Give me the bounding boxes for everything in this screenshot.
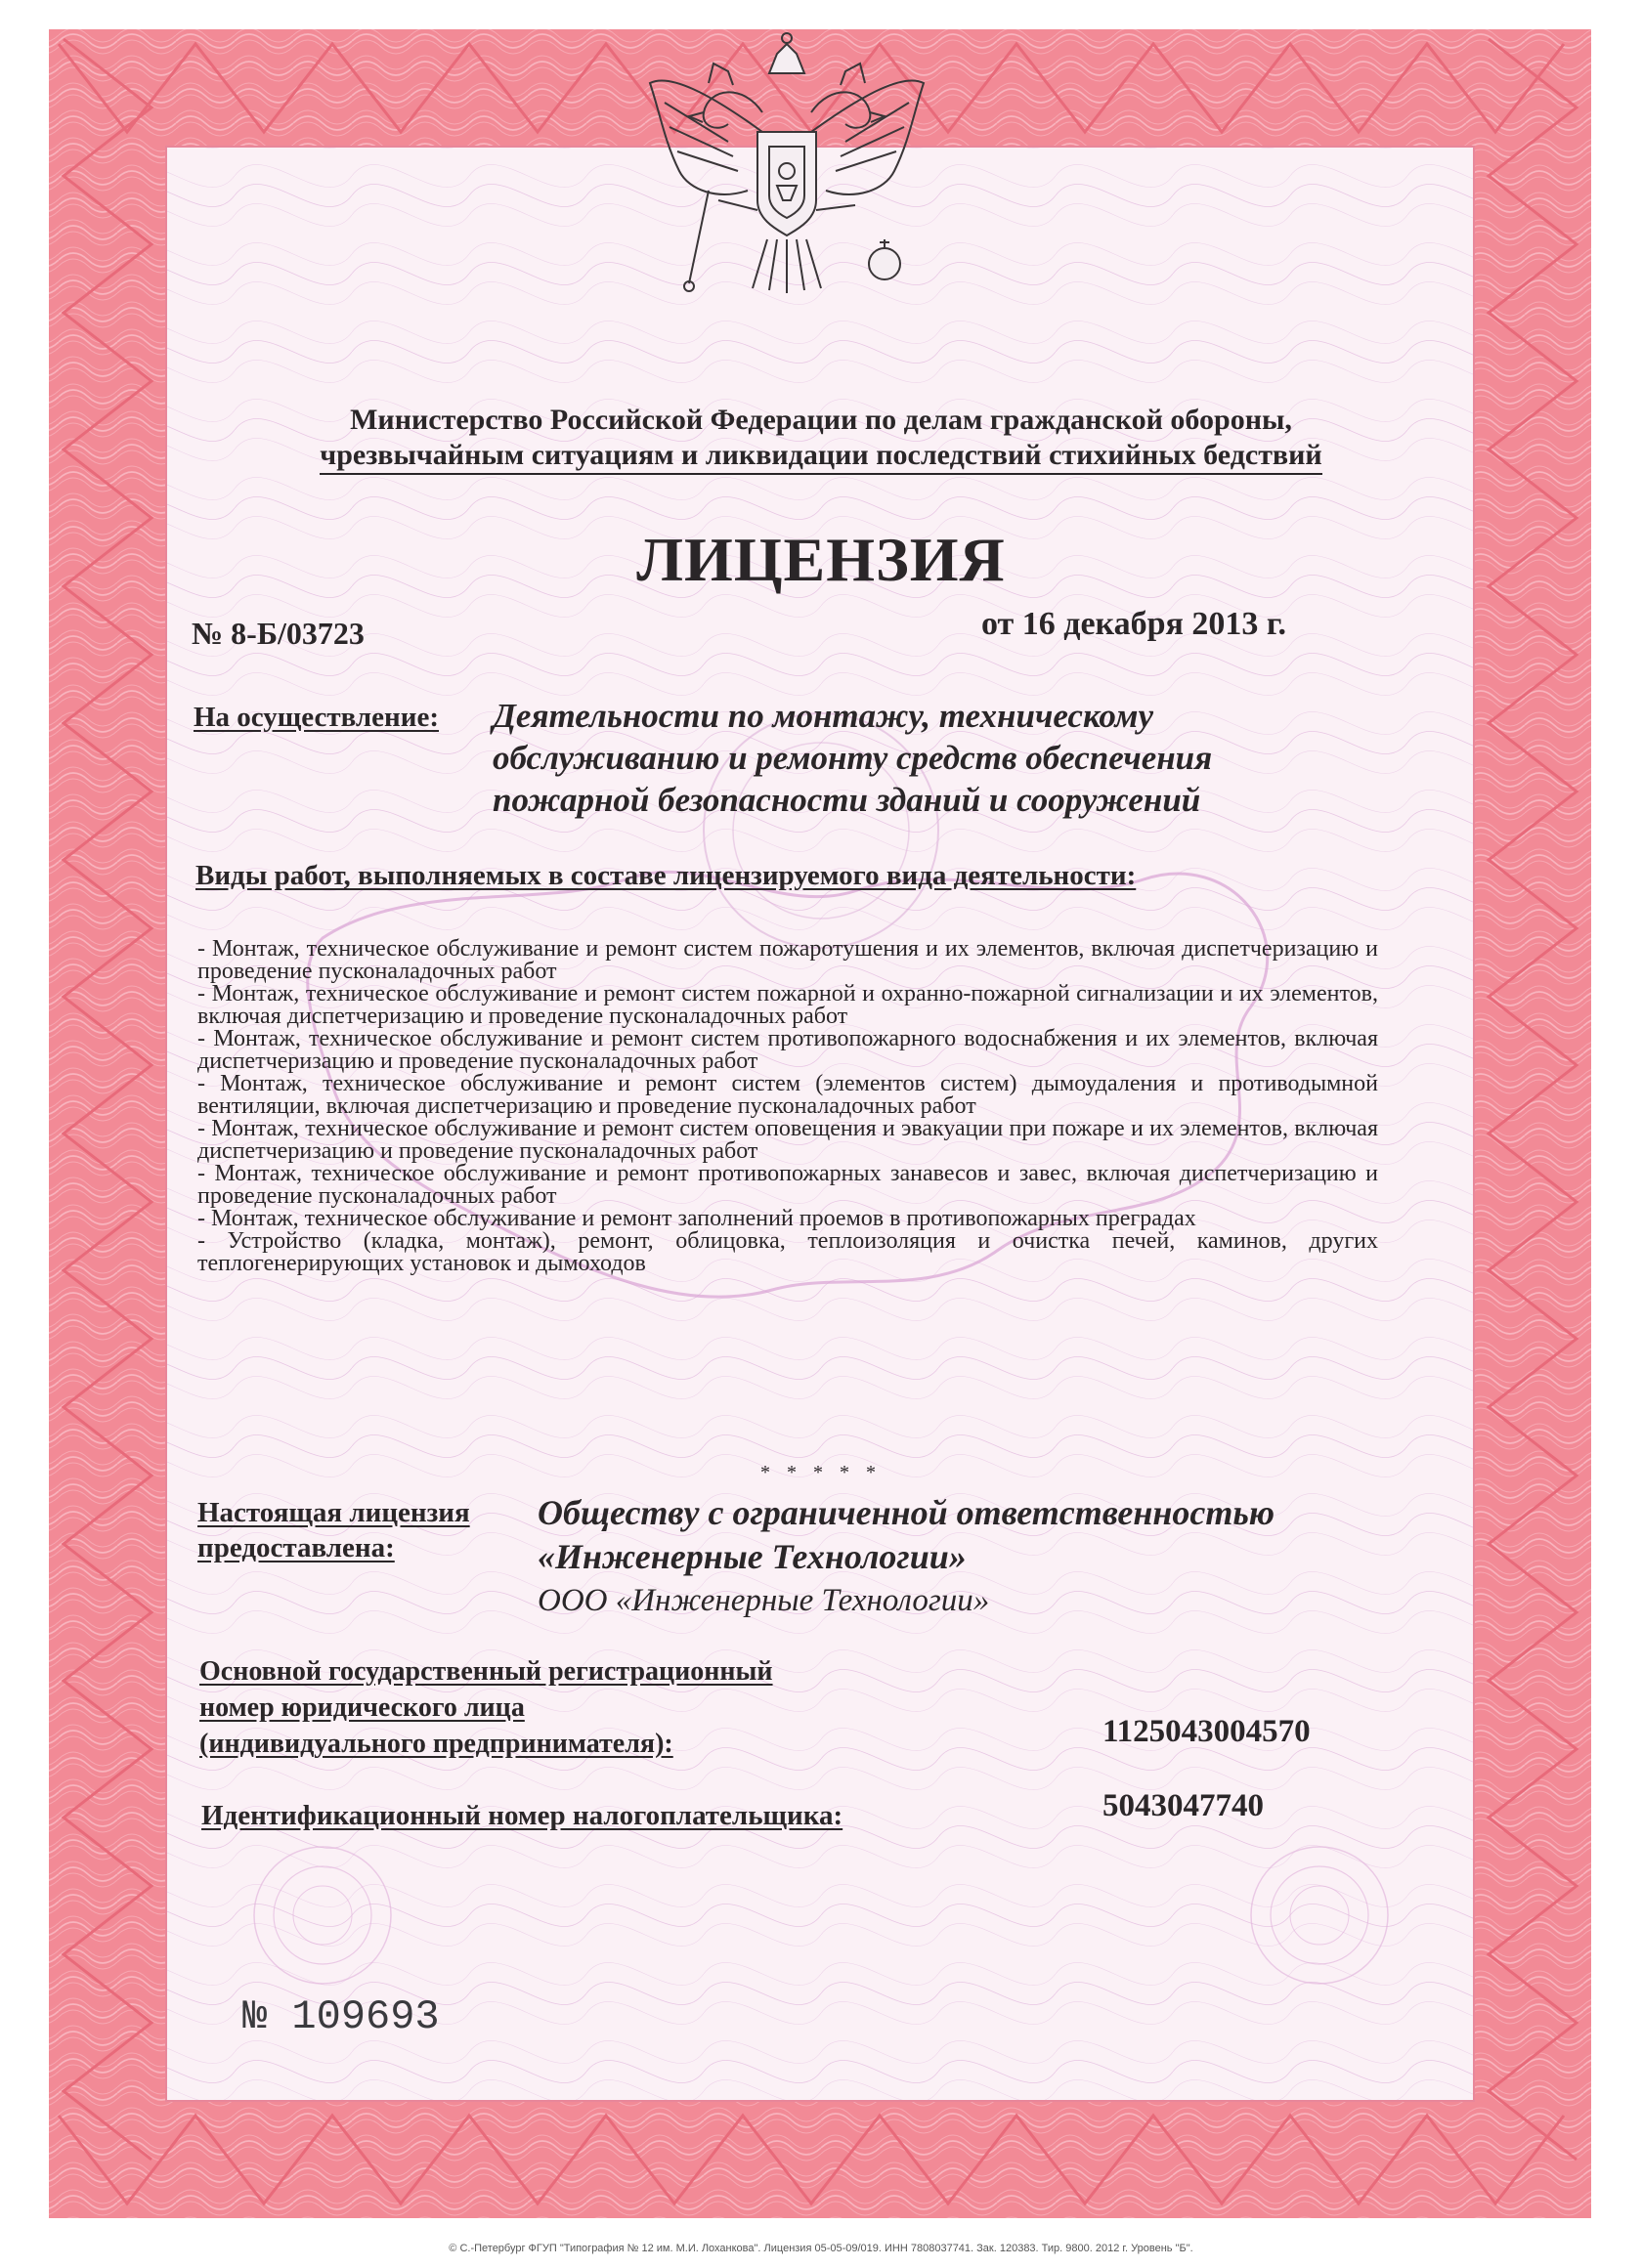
holder-short-name: ООО «Инженерные Технологии» <box>538 1583 990 1618</box>
ogrn-label-line-1: Основной государственный регистрационный <box>199 1656 773 1687</box>
ogrn-value: 1125043004570 <box>1102 1714 1311 1749</box>
list-item: - Монтаж, техническое обслуживание и ремонт систем оповещения и эвакуации при пожаре и их элементов, включая диспетчеризацию и проведение пусконаладочных работ <box>197 1116 1378 1164</box>
separator-stars: * * * * * <box>760 1462 882 1483</box>
list-item: - Монтаж, техническое обслуживание и ремонт систем противопожарного водоснабжения и их элементов, включая диспетчеризацию и проведение пусконаладочных работ <box>197 1026 1378 1074</box>
license-number: № 8-Б/03723 <box>192 616 365 651</box>
inn-label: Идентификационный номер налогоплательщика: <box>201 1800 843 1831</box>
list-item: - Монтаж, техническое обслуживание и ремонт систем пожарной и охранно-пожарной сигнализации и их элементов, включая диспетчеризацию и проведение пусконаладочных работ <box>197 981 1378 1029</box>
holder-name <box>538 1491 1275 1579</box>
activity-label: На осуществление: <box>194 702 439 733</box>
inn-value: 5043047740 <box>1102 1788 1264 1823</box>
list-item: - Монтаж, техническое обслуживание и ремонт систем (элементов систем) дымоудаления и противодымной вентиляции, включая диспетчеризацию и проведение пусконаладочных работ <box>197 1071 1378 1119</box>
list-item: - Монтаж, техническое обслуживание и ремонт противопожарных занавесов и завес, включая диспетчеризацию и проведение пусконаладочных работ <box>197 1161 1378 1209</box>
document-title: ЛИЦЕНЗИЯ <box>636 525 1006 594</box>
ogrn-label-line-2: номер юридического лица <box>199 1692 525 1723</box>
license-date: от 16 декабря 2013 г. <box>981 606 1287 642</box>
activity-line: обслуживанию и ремонту средств обеспечения <box>493 739 1213 777</box>
activity-line: пожарной безопасности зданий и сооружений <box>493 781 1201 819</box>
list-item: - Монтаж, техническое обслуживание и ремонт заполнений проемов в противопожарных преградах <box>197 1206 1196 1231</box>
holder-label <box>197 1495 470 1565</box>
activity-line: Деятельности по монтажу, техническому <box>493 697 1154 735</box>
list-item: - Устройство (кладка, монтаж), ремонт, облицовка, теплоизоляция и очистка печей, каминов, других теплогенерирующих установок и дымоходов <box>197 1228 1378 1276</box>
ogrn-label-line-3: (индивидуального предпринимателя): <box>199 1729 673 1759</box>
ministry-line-2: чрезвычайным ситуациям и ликвидации последствий стихийных бедствий <box>320 438 1321 475</box>
holder-name-line-2: «Инженерные Технологии» <box>538 1537 967 1576</box>
works-heading: Виды работ, выполняемых в составе лицензируемого вида деятельности: <box>195 860 1137 891</box>
works-list <box>197 938 1378 1275</box>
holder-label-line-1: Настоящая лицензия <box>197 1497 470 1528</box>
holder-label-line-2: предоставлена: <box>197 1532 395 1563</box>
ministry-line-1: Министерство Российской Федерации по делам гражданской обороны, <box>350 404 1292 436</box>
printer-footer: © С.-Петербург ФГУП "Типография № 12 им. М.И. Лоханкова". Лицензия 05-05-09/019. ИНН 7808037741. Зак. 120383. Тир. 9800. 2012 г. Уровень "Б". <box>449 2243 1193 2254</box>
ministry-header <box>195 403 1447 475</box>
blank-serial-number: № 109693 <box>242 1993 440 2040</box>
list-item: - Монтаж, техническое обслуживание и ремонт систем пожаротушения и их элементов, включая диспетчеризацию и проведение пусконаладочных работ <box>197 936 1378 984</box>
ogrn-label <box>199 1653 773 1762</box>
activity-description <box>493 695 1212 821</box>
holder-name-line-1: Обществу с ограниченной ответственностью <box>538 1493 1275 1532</box>
